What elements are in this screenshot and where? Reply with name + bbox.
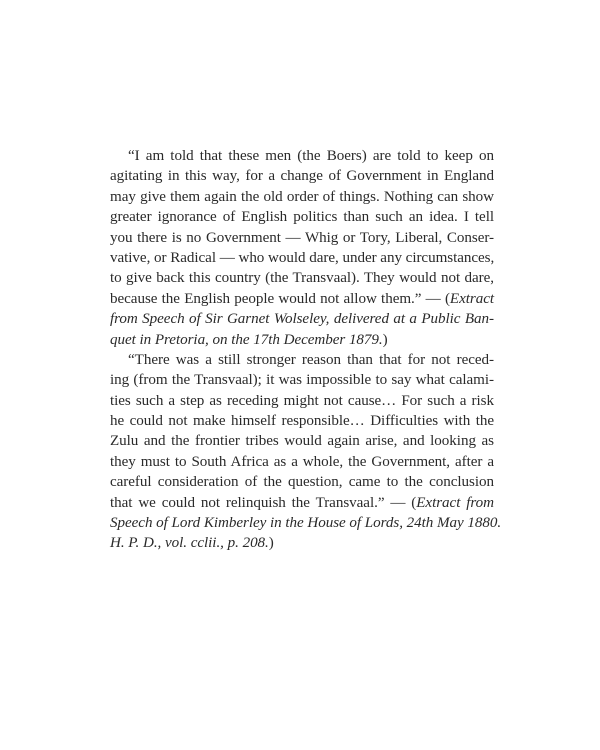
text-line xyxy=(110,472,494,492)
quote-text: Zulu and the frontier tribes would again arise, and looking as xyxy=(110,433,494,450)
quote-text: they must to South Africa as a whole, the Government, after a xyxy=(110,453,494,470)
text-line xyxy=(110,391,494,411)
quote-text: “There was a still stronger reason than that for not reced- xyxy=(128,351,494,368)
text-line xyxy=(110,309,494,329)
quote-text: agitating in this way, for a change of Government in England xyxy=(110,168,494,185)
text-line xyxy=(110,533,494,553)
citation-text: Extract from xyxy=(416,494,494,511)
citation-text: Extract xyxy=(449,290,494,307)
quote-text: to give back this country (the Transvaal). They would not dare, xyxy=(110,270,494,287)
citation-text: H. P. D., vol. cclii., p. 208. xyxy=(110,535,269,552)
quote-text: may give them again the old order of things. Nothing can show xyxy=(110,188,494,205)
quote-text: careful consideration of the question, came to the conclusion xyxy=(110,474,494,491)
quote-text: ties such a step as receding might not cause… For such a risk xyxy=(110,392,494,409)
text-line xyxy=(110,330,494,350)
quote-text: greater ignorance of English politics than such an idea. I tell xyxy=(110,209,494,226)
text-line xyxy=(110,350,494,370)
quote-text: ) xyxy=(268,535,274,552)
text-line xyxy=(110,228,494,248)
text-line xyxy=(110,166,494,186)
quote-text: that we could not relinquish the Transvaal.” — ( xyxy=(110,494,417,511)
text-line xyxy=(110,289,494,309)
text-line xyxy=(110,370,494,390)
quote-text: ing (from the Transvaal); it was impossible to say what calami- xyxy=(110,372,494,389)
quote-text: he could not make himself responsible… Difficulties with the xyxy=(110,413,494,430)
citation-text: quet in Pretoria, on the 17th December 1879. xyxy=(110,331,383,348)
text-line xyxy=(110,452,494,472)
quote-text: ) xyxy=(382,331,388,348)
text-line xyxy=(110,431,494,451)
text-line xyxy=(110,493,494,513)
text-line xyxy=(110,207,494,227)
text-line xyxy=(110,187,494,207)
citation-text: Speech of Lord Kimberley in the House of Lords, 24th May 1880. xyxy=(110,515,502,532)
text-line xyxy=(110,411,494,431)
quote-text: “I am told that these men (the Boers) are told to keep on xyxy=(128,148,494,164)
quote-text: because the English people would not allow them.” — ( xyxy=(110,290,450,307)
paragraph xyxy=(110,350,502,554)
quote-text: you there is no Government — Whig or Tory, Liberal, Conser- xyxy=(110,229,494,246)
text-line xyxy=(110,248,494,268)
text-line xyxy=(110,146,494,166)
body-text xyxy=(110,146,502,554)
text-line xyxy=(110,513,502,533)
quote-text: vative, or Radical — who would dare, under any circumstances, xyxy=(110,249,495,266)
paragraph xyxy=(110,146,494,350)
citation-text: from Speech of Sir Garnet Wolseley, delivered at a Public Ban- xyxy=(110,311,494,328)
text-line xyxy=(110,268,494,288)
